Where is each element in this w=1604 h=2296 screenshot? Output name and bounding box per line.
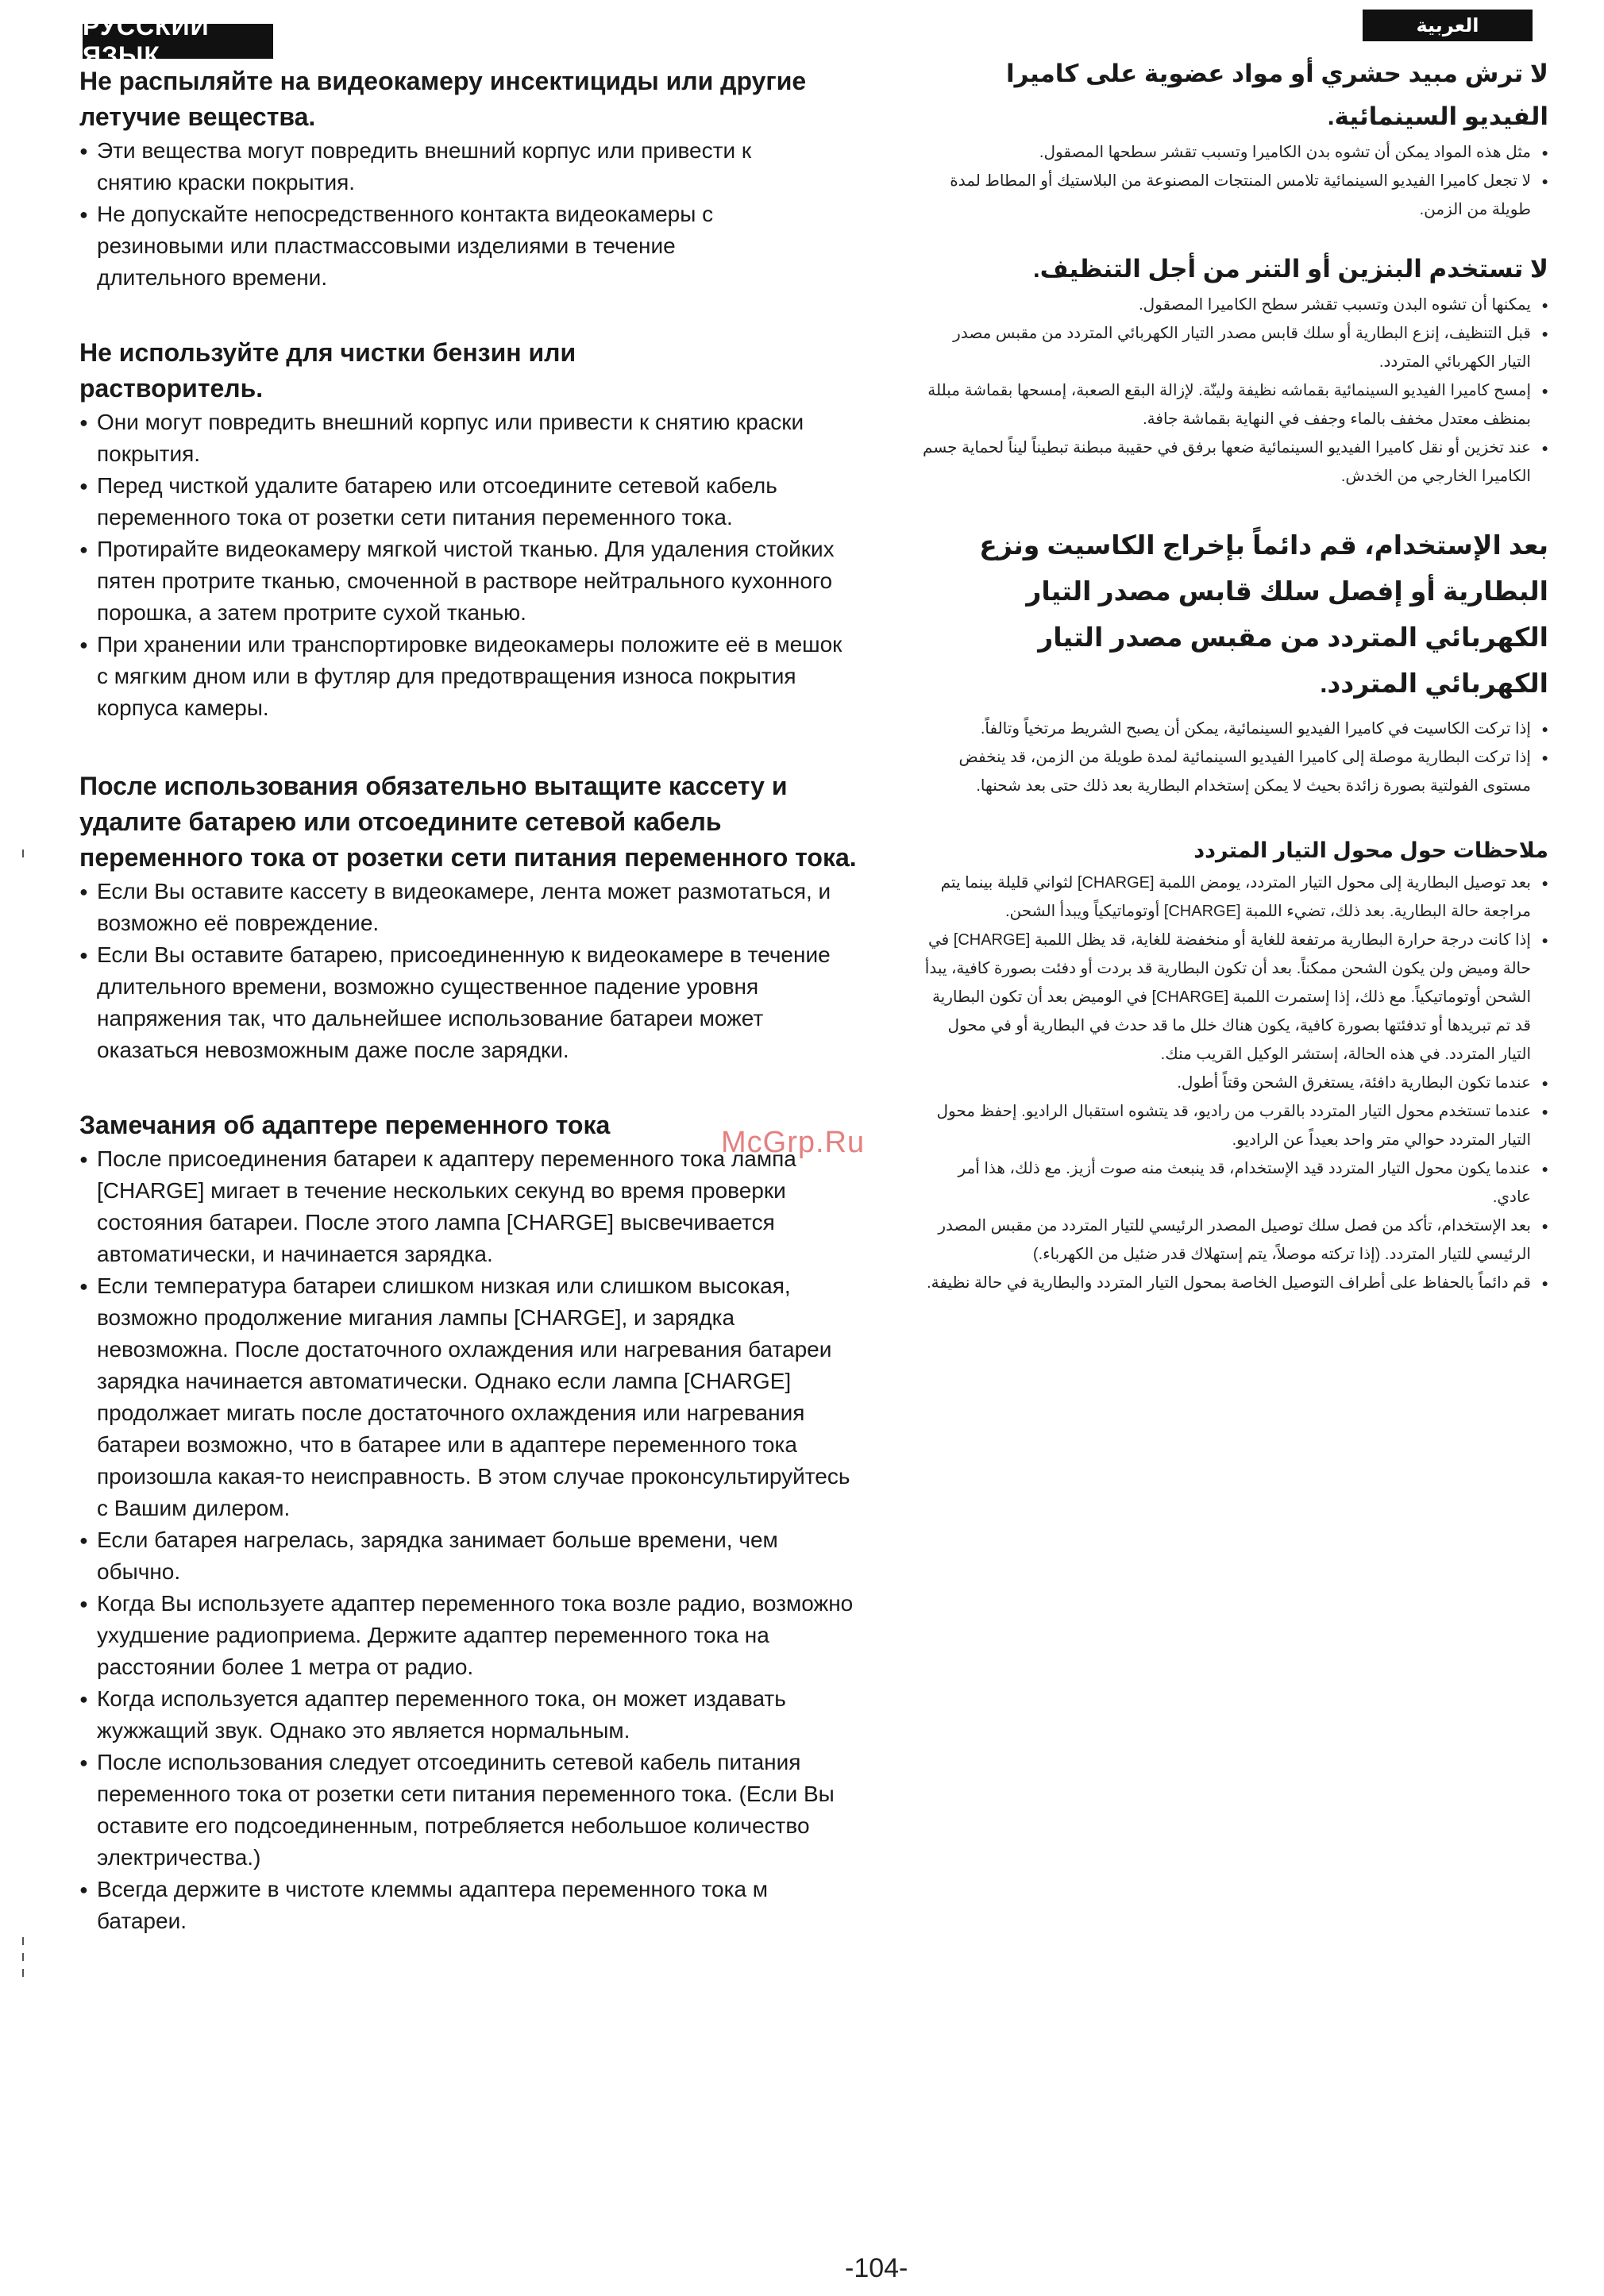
- list-item: ● Перед чисткой удалите батарею или отсоедините сетевой кабель переменного тока от розетки сети питания переменного тока.: [79, 470, 858, 534]
- section-heading: После использования обязательно вытащите кассету и удалите батарею или отсоедините сетевой кабель переменного тока от розетки сети питания переменного тока.: [79, 772, 857, 872]
- list-item: ● Если батарея нагрелась, зарядка занимает больше времени, чем обычно.: [79, 1524, 858, 1588]
- section-after-use-ar: [921, 522, 1548, 800]
- section-insecticide-ar: [921, 52, 1548, 224]
- list-item: ● قم دائماً بالحفاظ على أطراف التوصيل الخاصة بمحول التيار المتردد والبطارية في حالة نظيفة.: [921, 1269, 1548, 1297]
- list-item: ● Протирайте видеокамеру мягкой чистой тканью. Для удаления стойких пятен протрите тканью, смоченной в растворе нейтрального кухонного порошка, а затем протрите сухой тканью.: [79, 534, 858, 629]
- list-item: ● إمسح كاميرا الفيديو السينمائية بقماشه نظيفة ولينّة. لإزالة البقع الصعبة، إمسحها بقماشة مبللة بمنظف معتدل مخفف بالماء وجفف في النهاية بقماشة جافة.: [921, 376, 1548, 433]
- list-item: ● Всегда держите в чистоте клеммы адаптера переменного тока м батареи.: [79, 1874, 858, 1937]
- russian-column: [79, 64, 866, 1937]
- arabic-column: [921, 52, 1548, 1297]
- list-item: ● عندما يكون محول التيار المتردد قيد الإستخدام، قد ينبعث منه صوت أزيز. مع ذلك، هذا أمر عادي.: [921, 1154, 1548, 1212]
- section-after-use-ru: [79, 769, 858, 1066]
- list-item: ● После использования следует отсоединить сетевой кабель питания переменного тока от розетки сети питания переменного тока. (Если Вы оставите его подсоединенным, потребляется небольшое количество электричества.): [79, 1747, 858, 1874]
- margin-mark: [22, 1953, 24, 1961]
- list-item: ● Если температура батареи слишком низкая или слишком высокая, возможно продолжение мигания лампы [CHARGE], и зарядка невозможна. После достаточного охлаждения или нагревания батареи зарядка начинается автоматически. Однако если лампа [CHARGE] продолжает мигать после достаточного охлаждения или нагревания батареи возможно, что в батарее или в адаптере переменного тока произошла какая-то неисправность. В этом случае проконсультируйтесь с Вашим дилером.: [79, 1270, 858, 1524]
- list-item: ● بعد توصيل البطارية إلى محول التيار المتردد، يومض اللمبة [CHARGE] لثواني قليلة بينما يتم مراجعة حالة البطارية. بعد ذلك، تضيء اللمبة [CHARGE] أوتوماتيكياً ويبدأ الشحن.: [921, 869, 1548, 926]
- section-insecticide-ru: [79, 64, 810, 294]
- section-ac-adapter-ru: [79, 1108, 858, 1937]
- list-item: ● إذا كانت درجة حرارة البطارية مرتفعة للغاية أو منخفضة للغاية، قد يظل اللمبة [CHARGE] في حالة وميض ولن يكون الشحن ممكناً. بعد أن تكون البطارية قد بردت أو دفئت بصورة كافية، يبدأ الشحن أوتوماتيكياً. مع ذلك، إذا إستمرت اللمبة [CHARGE] في الوميض بعد أن تكون البطارية قد تم تبريدها أو تدفئتها بصورة كافية، يكون هناك خلل ما قد حدث في البطارية أو في محول التيار المتردد. في هذه الحالة، إستشر الوكيل القريب منك.: [921, 926, 1548, 1069]
- list-item: ● Эти вещества могут повредить внешний корпус или привести к снятию краски покрытия.: [79, 135, 810, 198]
- margin-mark: [22, 1969, 24, 1977]
- margin-mark: [22, 1937, 24, 1945]
- list-item: ● يمكنها أن تشوه البدن وتسبب تقشر سطح الكاميرا المصقول.: [921, 291, 1548, 319]
- section-cleaning-ru: [79, 335, 842, 724]
- page-number: -104-: [845, 2253, 908, 2283]
- section-cleaning-ar: [921, 248, 1548, 491]
- section-heading: Замечания об адаптере переменного тока: [79, 1111, 611, 1139]
- list-item: ● عندما تستخدم محول التيار المتردد بالقرب من راديو، قد يتشوه استقبال الراديو. إحفظ محول التيار المتردد حوالي متر واحد بعيداً عن الراديو.: [921, 1097, 1548, 1154]
- watermark: McGrp.Ru: [721, 1126, 866, 1159]
- list-item: ● إذا تركت البطارية موصلة إلى كاميرا الفيديو السينمائية لمدة طويلة من الزمن، قد ينخفض مستوى الفولتية بصورة زائدة بحيث لا يمكن إستخدام البطارية بعد ذلك حتى بعد شحنها.: [921, 743, 1548, 800]
- list-item: ● При хранении или транспортировке видеокамеры положите её в мешок с мягким дном или в футляр для предотвращения износа покрытия корпуса камеры.: [79, 629, 858, 724]
- list-item: ● Они могут повредить внешний корпус или привести к снятию краски покрытия.: [79, 406, 858, 470]
- list-item: ● عند تخزين أو نقل كاميرا الفيديو السينمائية ضعها برفق في حقيبة مبطنة تبطيناً ليناً لحماية جسم الكاميرا الخارجي من الخدش.: [921, 433, 1548, 491]
- section-ac-adapter-ar: [921, 832, 1548, 1297]
- section-heading: Не распыляйте на видеокамеру инсектициды или другие летучие вещества.: [79, 67, 807, 131]
- list-item: ● مثل هذه المواد يمكن أن تشوه بدن الكاميرا وتسبب تقشر سطحها المصقول.: [921, 138, 1548, 167]
- list-item: ● Если Вы оставите батарею, присоединенную к видеокамере в течение длительного времени, возможно существенное падение уровня напряжения так, что дальнейшее использование батареи может оказаться невозможным даже после зарядки.: [79, 939, 858, 1066]
- section-heading: لا ترش مبيد حشري أو مواد عضوية على كاميرا الفيديو السينمائية.: [1006, 60, 1548, 130]
- list-item: ● قبل التنظيف، إنزع البطارية أو سلك قابس مصدر التيار الكهربائي المتردد من مقبس مصدر التيار الكهربائي المتردد.: [921, 319, 1548, 376]
- section-heading: بعد الإستخدام، قم دائماً بإخراج الكاسيت ونزع البطارية أو إفصل سلك قابس مصدر التيار الكهربائي المتردد من مقبس مصدر التيار الكهربائي المتردد.: [979, 530, 1548, 698]
- list-item: ● Не допускайте непосредственного контакта видеокамеры с резиновыми или пластмассовыми изделиями в течение длительного времени.: [79, 198, 810, 294]
- section-heading: Не используйте для чистки бензин или растворитель.: [79, 338, 576, 403]
- list-item: ● بعد الإستخدام، تأكد من فصل سلك توصيل المصدر الرئيسي للتيار المتردد من مقبس المصدر الرئيسي للتيار المتردد. (إذا تركته موصلاً، يتم إستهلاك قدر ضئيل من الكهرباء.): [921, 1212, 1548, 1269]
- list-item: ● عندما تكون البطارية دافئة، يستغرق الشحن وقتاً أطول.: [921, 1069, 1548, 1097]
- list-item: ● Когда используется адаптер переменного тока, он может издавать жужжащий звук. Однако это является нормальным.: [79, 1683, 858, 1747]
- margin-mark: [22, 849, 24, 857]
- list-item: ● Если Вы оставите кассету в видеокамере, лента может размотаться, и возможно её повреждение.: [79, 876, 858, 939]
- section-heading: ملاحظات حول محول التيار المتردد: [1193, 838, 1548, 862]
- language-badge-arabic: العربية: [1363, 10, 1533, 41]
- list-item: ● إذا تركت الكاسيت في كاميرا الفيديو السينمائية، يمكن أن يصبح الشريط مرتخياً وتالفاً.: [921, 715, 1548, 743]
- list-item: ● Когда Вы используете адаптер переменного тока возле радио, возможно ухудшение радиоприема. Держите адаптер переменного тока на расстоянии более 1 метра от радио.: [79, 1588, 858, 1683]
- language-badge-russian: РУССКИЙ ЯЗЫК: [83, 24, 273, 59]
- list-item: ● После присоединения батареи к адаптеру переменного тока лампа [CHARGE] мигает в течение нескольких секунд во время проверки состояния батареи. После этого лампа [CHARGE] высвечивается автоматически, и начинается зарядка.: [79, 1143, 858, 1270]
- list-item: ● لا تجعل كاميرا الفيديو السينمائية تلامس المنتجات المصنوعة من البلاستيك أو المطاط لمدة طويلة من الزمن.: [921, 167, 1548, 224]
- section-heading: لا تستخدم البنزين أو التنر من أجل التنظيف.: [1032, 255, 1548, 283]
